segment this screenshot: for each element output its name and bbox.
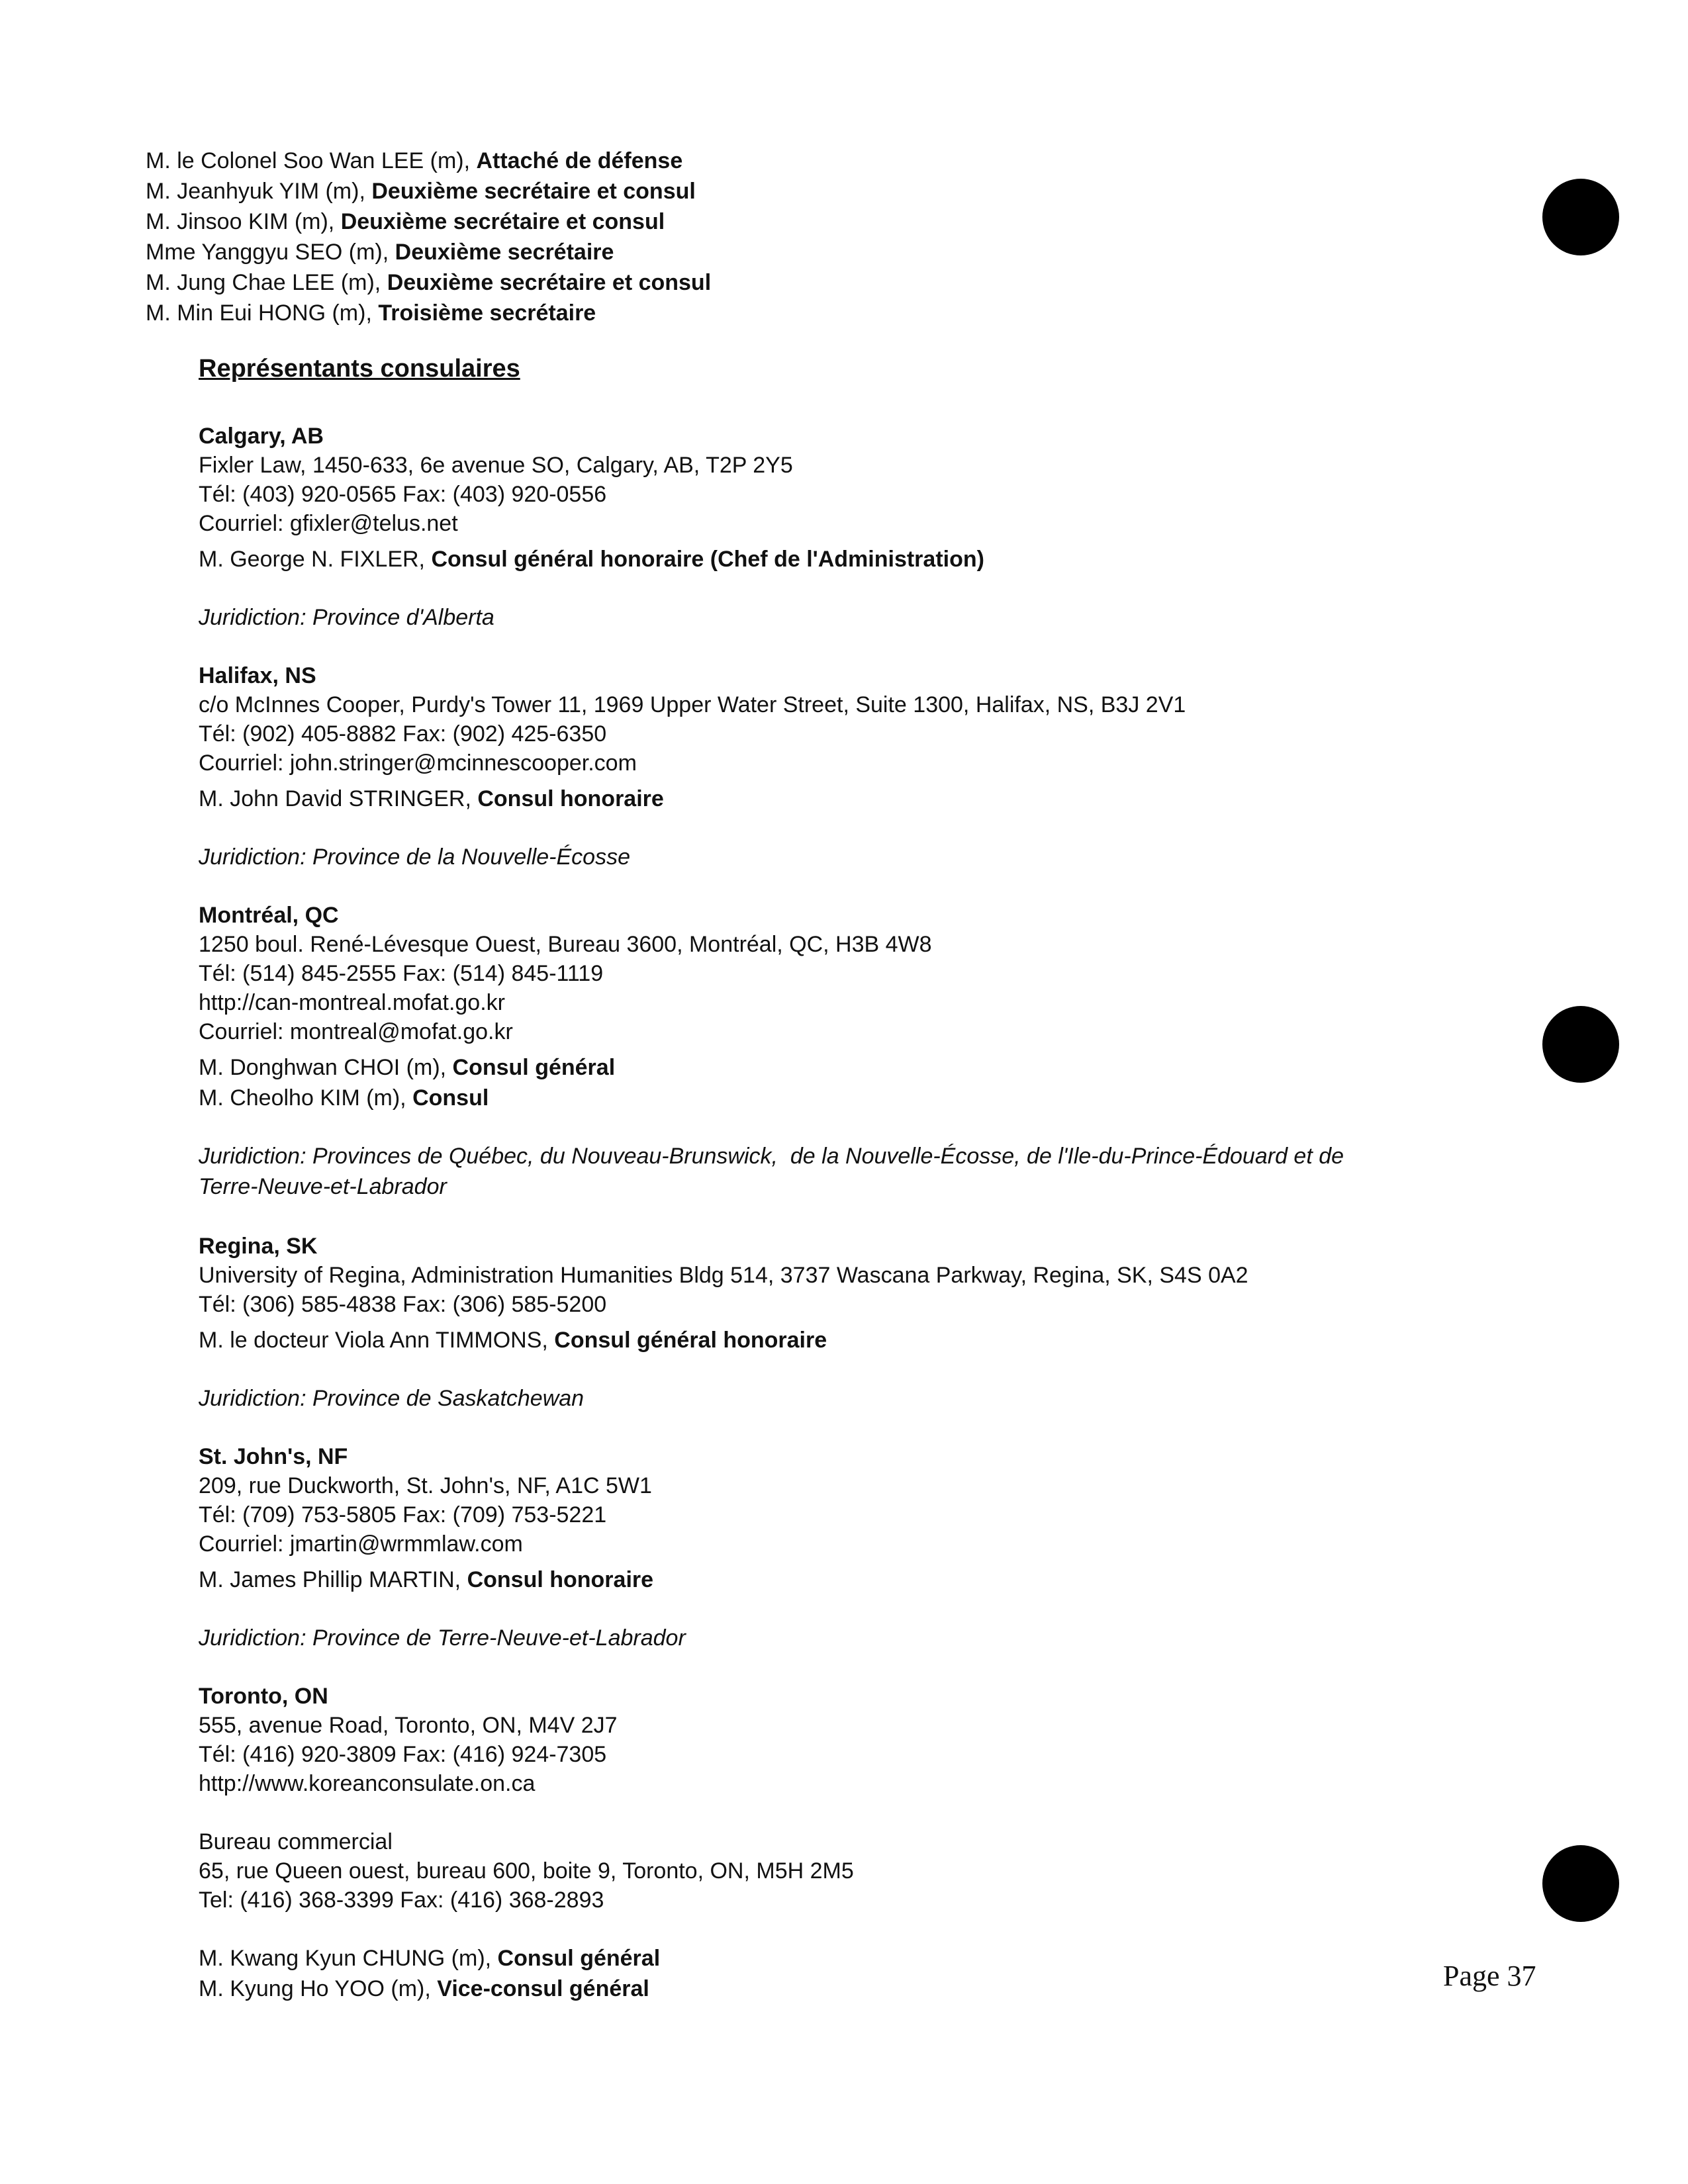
toronto-office-label: Bureau commercial bbox=[199, 1829, 393, 1854]
halifax-address: c/o McInnes Cooper, Purdy's Tower 11, 1969 Upper Water Street, Suite 1300, Halifax, NS, B3J 2V1 bbox=[199, 692, 1186, 717]
calgary-email: Courriel: gfixler@telus.net bbox=[199, 511, 458, 536]
montreal-jurisdiction-cont: Terre-Neuve-et-Labrador bbox=[199, 1174, 447, 1199]
toronto-person: M. Kyung Ho YOO (m), Vice-consul général bbox=[199, 1976, 649, 2001]
city-heading-toronto: Toronto, ON bbox=[199, 1684, 328, 1709]
toronto-office-phone: Tel: (416) 368-3399 Fax: (416) 368-2893 bbox=[199, 1888, 604, 1913]
halifax-phone: Tél: (902) 405-8882 Fax: (902) 425-6350 bbox=[199, 721, 607, 747]
staff-line: M. Min Eui HONG (m), Troisième secrétaire bbox=[146, 300, 596, 326]
stjohns-email: Courriel: jmartin@wrmmlaw.com bbox=[199, 1531, 523, 1557]
stjohns-person: M. James Phillip MARTIN, Consul honoraire bbox=[199, 1567, 654, 1592]
staff-line: M. Jeanhyuk YIM (m), Deuxième secrétaire et consul bbox=[146, 179, 696, 204]
city-heading-montreal: Montréal, QC bbox=[199, 903, 339, 928]
regina-address: University of Regina, Administration Humanities Bldg 514, 3737 Wascana Parkway, Regina, SK, S4S 0A2 bbox=[199, 1263, 1248, 1288]
montreal-person: M. Donghwan CHOI (m), Consul général bbox=[199, 1055, 616, 1080]
halifax-jurisdiction: Juridiction: Province de la Nouvelle-Écosse bbox=[199, 844, 630, 870]
punch-hole-top bbox=[1542, 179, 1619, 255]
toronto-address: 555, avenue Road, Toronto, ON, M4V 2J7 bbox=[199, 1713, 618, 1738]
montreal-website: http://can-montreal.mofat.go.kr bbox=[199, 990, 505, 1015]
toronto-office-address: 65, rue Queen ouest, bureau 600, boite 9, Toronto, ON, M5H 2M5 bbox=[199, 1858, 854, 1884]
toronto-website: http://www.koreanconsulate.on.ca bbox=[199, 1771, 536, 1796]
section-heading: Représentants consulaires bbox=[199, 355, 520, 383]
calgary-jurisdiction: Juridiction: Province d'Alberta bbox=[199, 605, 494, 630]
montreal-email: Courriel: montreal@mofat.go.kr bbox=[199, 1019, 513, 1044]
montreal-phone: Tél: (514) 845-2555 Fax: (514) 845-1119 bbox=[199, 961, 604, 986]
staff-line: M. Jinsoo KIM (m), Deuxième secrétaire et consul bbox=[146, 209, 665, 234]
city-heading-halifax: Halifax, NS bbox=[199, 663, 316, 688]
regina-person: M. le docteur Viola Ann TIMMONS, Consul général honoraire bbox=[199, 1328, 827, 1353]
calgary-phone: Tél: (403) 920-0565 Fax: (403) 920-0556 bbox=[199, 482, 607, 507]
toronto-person: M. Kwang Kyun CHUNG (m), Consul général bbox=[199, 1946, 661, 1971]
staff-line: M. Jung Chae LEE (m), Deuxième secrétaire et consul bbox=[146, 270, 712, 295]
regina-jurisdiction: Juridiction: Province de Saskatchewan bbox=[199, 1386, 585, 1411]
punch-hole-middle bbox=[1542, 1006, 1619, 1083]
page-number: Page 37 bbox=[1443, 1960, 1536, 1992]
montreal-address: 1250 boul. René-Lévesque Ouest, Bureau 3600, Montréal, QC, H3B 4W8 bbox=[199, 932, 932, 957]
stjohns-phone: Tél: (709) 753-5805 Fax: (709) 753-5221 bbox=[199, 1502, 607, 1527]
calgary-address: Fixler Law, 1450-633, 6e avenue SO, Calgary, AB, T2P 2Y5 bbox=[199, 453, 793, 478]
calgary-person: M. George N. FIXLER, Consul général honoraire (Chef de l'Administration) bbox=[199, 547, 984, 572]
city-heading-stjohns: St. John's, NF bbox=[199, 1444, 348, 1469]
halifax-person: M. John David STRINGER, Consul honoraire bbox=[199, 786, 664, 811]
montreal-jurisdiction: Juridiction: Provinces de Québec, du Nouveau-Brunswick, de la Nouvelle-Écosse, de l'Ile-du-Prince-Édouard et de bbox=[199, 1144, 1344, 1169]
city-heading-calgary: Calgary, AB bbox=[199, 424, 324, 449]
stjohns-jurisdiction: Juridiction: Province de Terre-Neuve-et-Labrador bbox=[199, 1625, 686, 1651]
stjohns-address: 209, rue Duckworth, St. John's, NF, A1C 5W1 bbox=[199, 1473, 652, 1498]
halifax-email: Courriel: john.stringer@mcinnescooper.com bbox=[199, 751, 637, 776]
staff-line: Mme Yanggyu SEO (m), Deuxième secrétaire bbox=[146, 240, 614, 265]
staff-line: M. le Colonel Soo Wan LEE (m), Attaché de défense bbox=[146, 148, 683, 173]
toronto-phone: Tél: (416) 920-3809 Fax: (416) 924-7305 bbox=[199, 1742, 607, 1767]
punch-hole-bottom bbox=[1542, 1845, 1619, 1922]
regina-phone: Tél: (306) 585-4838 Fax: (306) 585-5200 bbox=[199, 1292, 607, 1317]
montreal-person: M. Cheolho KIM (m), Consul bbox=[199, 1085, 489, 1111]
city-heading-regina: Regina, SK bbox=[199, 1234, 318, 1259]
